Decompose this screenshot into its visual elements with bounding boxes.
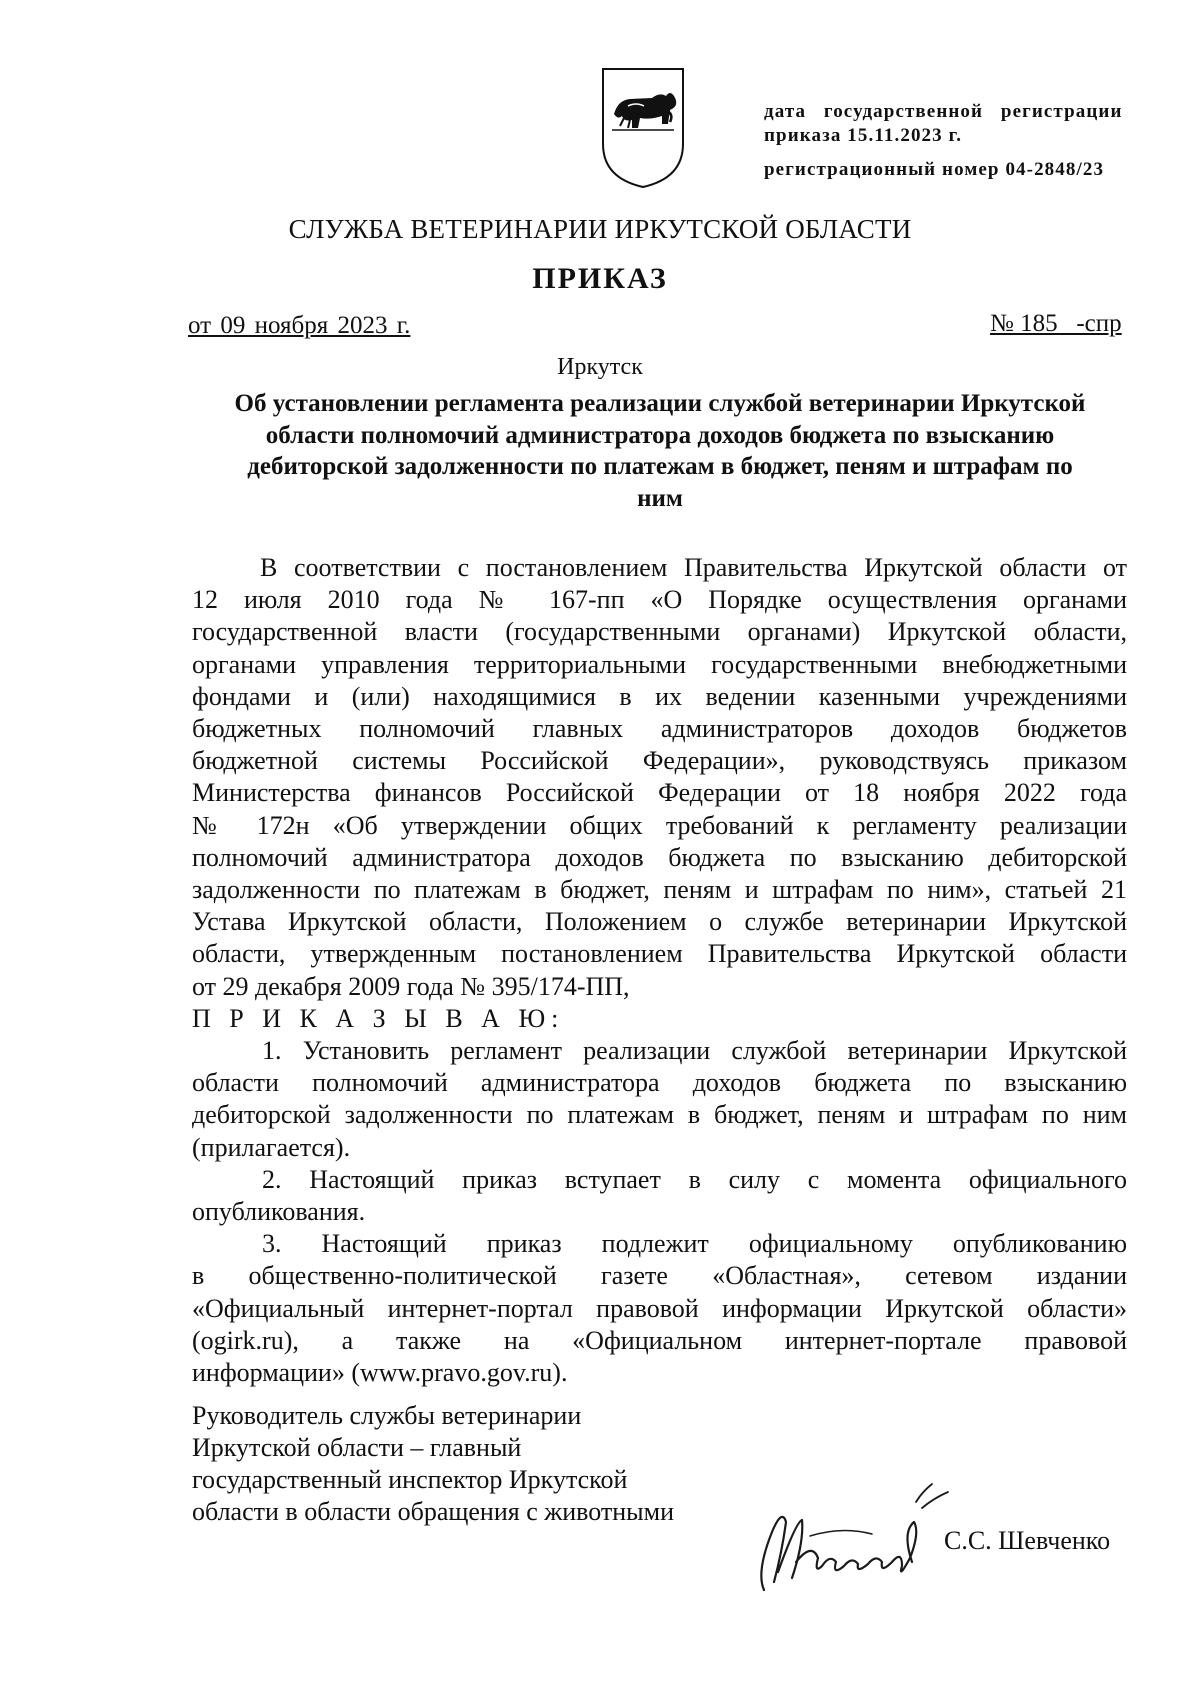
registration-date: приказа 15.11.2023 г.: [764, 125, 963, 146]
order-body: [192, 552, 1127, 1389]
preamble-line: задолженности по платежам в бюджет, пеням и штрафам по ним», статьей 21: [192, 875, 1127, 905]
item-3-line: информации» (www.pravo.gov.ru).: [192, 1358, 568, 1388]
preamble-line: органами управления территориальными государственными внебюджетными: [192, 649, 1127, 679]
title-line: области полномочий администратора доходов бюджета по взысканию: [265, 421, 1055, 449]
item-3-line: «Официальный интернет-портал правовой информации Иркутской области»: [192, 1293, 1127, 1323]
order-title: [190, 388, 1130, 514]
order-number: № 185 -спр: [990, 310, 1122, 337]
item-1-line: области полномочий администратора доходов бюджета по взысканию: [192, 1068, 1127, 1098]
preamble-line: 12 июля 2010 года № 167-пп «О Порядке осуществления органами: [192, 585, 1127, 615]
signer-name: С.С. Шевченко: [944, 1526, 1111, 1555]
item-3-line: 3. Настоящий приказ подлежит официальному опубликованию: [262, 1229, 1127, 1259]
handwritten-signature: [752, 1462, 962, 1610]
preamble-line: фондами и (или) находящимися в их ведении казенными учреждениями: [192, 681, 1127, 711]
registration-number: регистрационный номер 04-2848/23: [764, 159, 1105, 180]
preamble-line: Министерства финансов Российской Федерации от 18 ноября 2022 года: [192, 778, 1127, 808]
preamble-line: области, утвержденным постановлением Правительства Иркутской области: [192, 939, 1127, 969]
preamble-line: № 172н «Об утверждении общих требований к регламенту реализации: [192, 810, 1127, 840]
registration-date-label: дата государственной регистрации: [764, 101, 1123, 122]
title-line: Об установлении регламента реализации службой ветеринарии Иркутской: [234, 390, 1086, 417]
preamble-line: Устава Иркутской области, Положением о службе ветеринарии Иркутской: [192, 907, 1127, 937]
item-2-line: 2. Настоящий приказ вступает в силу с момента официального: [262, 1164, 1127, 1194]
organization-name: СЛУЖБА ВЕТЕРИНАРИИ ИРКУТСКОЙ ОБЛАСТИ: [288, 214, 912, 244]
item-2-line: опубликования.: [192, 1197, 366, 1227]
document-type: ПРИКАЗ: [532, 262, 668, 295]
preamble-line: бюджетных полномочий главных администраторов доходов бюджетов: [192, 714, 1127, 744]
position-line: Руководитель службы ветеринарии: [192, 1401, 582, 1430]
signatory-position: [192, 1400, 674, 1528]
order-word: П Р И К А З Ы В А Ю:: [192, 1003, 565, 1033]
preamble-line: бюджетной системы Российской Федерации», руководствуясь приказом: [192, 746, 1127, 776]
order-date: от 09 ноября 2023 г.: [188, 312, 411, 339]
coat-of-arms-icon: [600, 66, 686, 190]
title-line: дебиторской задолженности по платежам в бюджет, пеням и штрафам по: [247, 453, 1073, 480]
preamble-line: государственной власти (государственными органами) Иркутской области,: [192, 617, 1127, 647]
preamble-line: от 29 декабря 2009 года № 395/174-ПП,: [192, 971, 630, 1001]
preamble-line: В соответствии с постановлением Правительства Иркутской области от: [260, 553, 1127, 582]
item-1-line: 1. Установить регламент реализации службой ветеринарии Иркутской: [262, 1036, 1127, 1066]
item-3-line: в общественно-политической газете «Областная», сетевом издании: [192, 1261, 1127, 1291]
title-line: ним: [637, 484, 683, 512]
preamble-line: полномочий администратора доходов бюджета по взысканию дебиторской: [192, 842, 1127, 872]
position-line: Иркутской области – главный: [192, 1433, 522, 1462]
position-line: государственный инспектор Иркутской: [192, 1465, 628, 1494]
item-1-line: дебиторской задолженности по платежам в бюджет, пеням и штрафам по ним: [192, 1100, 1127, 1130]
city: Иркутск: [557, 354, 643, 380]
item-3-line: (ogirk.ru), а также на «Официальном интернет-портале правовой: [192, 1325, 1127, 1355]
item-1-line: (прилагается).: [192, 1132, 351, 1162]
position-line: области в области обращения с животными: [192, 1497, 675, 1526]
